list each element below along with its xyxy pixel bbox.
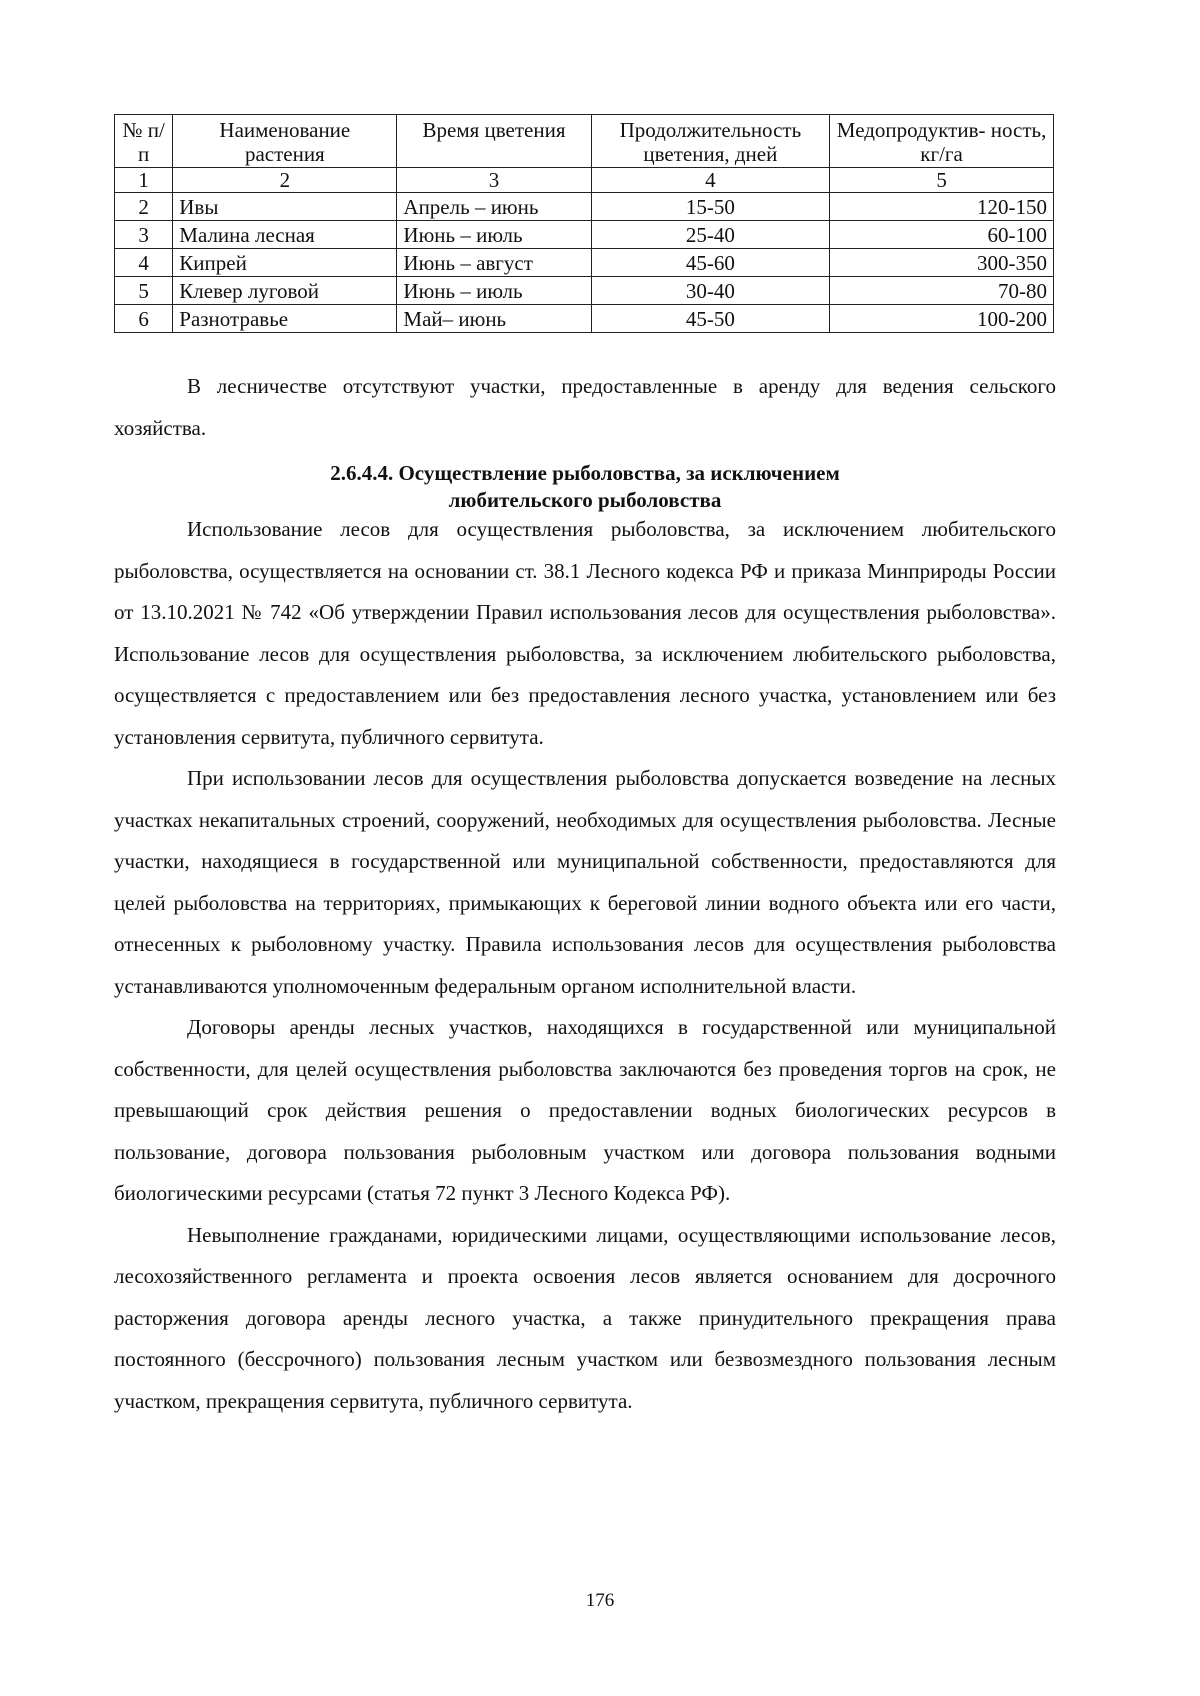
section-body: [114, 509, 1056, 1422]
body-paragraph: При использовании лесов для осуществления рыболовства допускается возведение на лесных участках некапитальных строений, сооружений, необходимых для осуществления рыболовства. Лесные участки, находящиеся в государственной или муниципальной собственности, предоставляются для целей рыболовства на территориях, примыкающих к береговой линии водного объекта или его части, отнесенных к рыболовному участку. Правила использования лесов для осуществления рыболовства устанавливаются уполномоченным федеральным органом исполнительной власти.: [114, 766, 1056, 998]
page-number: 176: [585, 1590, 615, 1611]
bloom-duration: 25-40: [591, 221, 830, 249]
column-number: 4: [591, 168, 830, 193]
bloom-duration: 45-60: [591, 249, 830, 277]
intro-paragraph: В лесничестве отсутствуют участки, предоставленные в аренду для ведения сельского хозяйства.: [114, 374, 1056, 440]
body-paragraph: Договоры аренды лесных участков, находящихся в государственной или муниципальной собственности, для целей осуществления рыболовства заключаются без проведения торгов на срок, не превышающий срок действия решения о предоставлении водных биологических ресурсов в пользование, договора пользования рыболовным участком или договора пользования водными биологическими ресурсами (статья 72 пункт 3 Лесного Кодекса РФ).: [114, 1015, 1056, 1205]
plant-name: Кипрей: [173, 249, 397, 277]
honey-yield: 120-150: [830, 193, 1054, 221]
honey-yield: 100-200: [830, 305, 1054, 333]
row-number: 2: [115, 193, 173, 221]
intro-paragraph-block: [114, 366, 1056, 449]
column-number: 2: [173, 168, 397, 193]
table-row: [115, 221, 1054, 249]
row-number: 5: [115, 277, 173, 305]
bloom-duration: 45-50: [591, 305, 830, 333]
row-number: 4: [115, 249, 173, 277]
column-number: 1: [115, 168, 173, 193]
row-number: 3: [115, 221, 173, 249]
honey-yield: 70-80: [830, 277, 1054, 305]
plant-name: Разнотравье: [173, 305, 397, 333]
bloom-duration: 15-50: [591, 193, 830, 221]
column-number-row: [115, 168, 1054, 193]
plant-name: Малина лесная: [173, 221, 397, 249]
bloom-time: Июнь – июль: [397, 277, 591, 305]
section-heading-line1: 2.6.4.4. Осуществление рыболовства, за исключением: [330, 461, 840, 485]
section-heading-line2: любительского рыболовства: [448, 488, 722, 512]
table-row: [115, 249, 1054, 277]
body-paragraph: Невыполнение гражданами, юридическими лицами, осуществляющими использование лесов, лесохозяйственного регламента и проекта освоения лесов является основанием для досрочного расторжения договора аренды лесного участка, а также принудительного прекращения права постоянного (бессрочного) пользования лесным участком или безвозмездного пользования лесным участком, прекращения сервитута, публичного сервитута.: [114, 1222, 1056, 1413]
body-paragraph: Использование лесов для осуществления рыболовства, за исключением любительского рыболовства, осуществляется на основании ст. 38.1 Лесного кодекса РФ и приказа Минприроды России от 13.10.2021 № 742 «Об утверждении Правил использования лесов для осуществления рыболовства». Использование лесов для осуществления рыболовства, за исключением любительского рыболовства, осуществляется с предоставлением или без предоставления лесного участка, установлением или без установления сервитута, публичного сервитута.: [114, 517, 1056, 749]
header-plant-name: Наименование растения: [173, 115, 397, 168]
table-row: [115, 305, 1054, 333]
bloom-time: Июнь – июль: [397, 221, 591, 249]
header-number: № п/п: [115, 115, 173, 168]
plant-name: Клевер луговой: [173, 277, 397, 305]
bloom-time: Июнь – август: [397, 249, 591, 277]
honey-plants-table: [114, 114, 1054, 333]
table-row: [115, 277, 1054, 305]
bloom-duration: 30-40: [591, 277, 830, 305]
row-number: 6: [115, 305, 173, 333]
header-honey-yield: Медопродуктив- ность, кг/га: [830, 115, 1054, 168]
bloom-time: Май– июнь: [397, 305, 591, 333]
honey-yield: 300-350: [830, 249, 1054, 277]
bloom-time: Апрель – июнь: [397, 193, 591, 221]
column-number: 5: [830, 168, 1054, 193]
section-heading: [114, 460, 1056, 514]
header-bloom-duration: Продолжительность цветения, дней: [591, 115, 830, 168]
plant-name: Ивы: [173, 193, 397, 221]
table-header-row: [115, 115, 1054, 168]
honey-yield: 60-100: [830, 221, 1054, 249]
column-number: 3: [397, 168, 591, 193]
table-row: [115, 193, 1054, 221]
header-bloom-time: Время цветения: [397, 115, 591, 168]
